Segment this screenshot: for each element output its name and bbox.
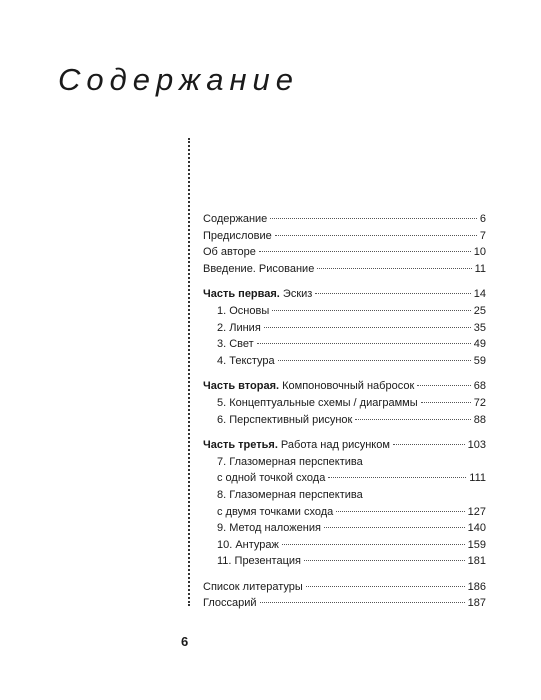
table-of-contents — [203, 211, 486, 612]
toc-entry-label: 10. Антураж — [217, 538, 279, 551]
toc-entry-label: 4. Текстура — [217, 354, 275, 367]
dot-leader — [282, 544, 465, 545]
part-heading: Часть вторая. — [203, 380, 280, 393]
toc-entry-label: Предисловие — [203, 229, 272, 242]
dot-leader — [278, 360, 471, 361]
toc-chapter-entry-continued[interactable] — [203, 470, 486, 487]
toc-entry-label — [203, 437, 390, 454]
dot-leader — [260, 602, 465, 603]
toc-entry-label: 2. Линия — [217, 321, 261, 334]
dot-leader — [315, 293, 470, 294]
dot-leader — [306, 586, 465, 587]
toc-part-entry[interactable] — [203, 378, 486, 395]
toc-entry-label: с двумя точками схода — [217, 505, 334, 518]
page-number: 6 — [181, 634, 189, 649]
toc-entry-page: 49 — [473, 338, 486, 351]
toc-entry[interactable] — [203, 595, 486, 612]
toc-entry-page: 7 — [479, 229, 486, 242]
toc-entry-page: 72 — [473, 396, 486, 409]
toc-entry-label: 1. Основы — [217, 304, 270, 317]
toc-chapter-entry[interactable] — [203, 412, 486, 429]
toc-entry-label: с одной точкой схода — [217, 472, 326, 485]
toc-entry-label: Введение. Рисование — [203, 262, 315, 275]
toc-entry-page: 11 — [474, 262, 486, 275]
part-title: Эскиз — [279, 288, 313, 301]
toc-entry-page: 10 — [473, 246, 486, 259]
dot-leader — [336, 511, 464, 512]
toc-entry-label: 7. Глазомерная перспектива — [217, 455, 363, 468]
toc-part-entry[interactable] — [203, 286, 486, 303]
toc-chapter-entry[interactable] — [203, 353, 486, 370]
toc-entry-page: 127 — [467, 505, 486, 518]
toc-entry-page: 68 — [473, 380, 486, 393]
dot-leader — [259, 251, 471, 252]
toc-entry[interactable] — [203, 261, 486, 278]
toc-entry[interactable] — [203, 228, 486, 245]
dotted-divider — [188, 138, 190, 606]
toc-entry-page: 35 — [473, 321, 486, 334]
toc-entry-page: 14 — [473, 288, 486, 301]
toc-chapter-entry[interactable] — [203, 537, 486, 554]
toc-entry-label: 8. Глазомерная перспектива — [217, 488, 363, 501]
toc-entry-label: 3. Свет — [217, 338, 254, 351]
dot-leader — [328, 477, 466, 478]
toc-entry-page: 59 — [473, 354, 486, 367]
toc-entry[interactable] — [203, 244, 486, 261]
toc-entry-page: 103 — [467, 439, 486, 452]
toc-entry[interactable] — [203, 211, 486, 228]
dot-leader — [257, 343, 471, 344]
toc-chapter-entry[interactable] — [203, 553, 486, 570]
part-title: Компоновочный набросок — [279, 380, 415, 393]
dot-leader — [264, 327, 471, 328]
toc-entry-label: Глоссарий — [203, 597, 257, 610]
toc-entry-label: 9. Метод наложения — [217, 522, 321, 535]
toc-entry-label: Об авторе — [203, 246, 256, 259]
toc-chapter-entry[interactable] — [203, 487, 486, 504]
dot-leader — [317, 268, 471, 269]
dot-leader — [275, 235, 477, 236]
toc-entry-page: 181 — [467, 555, 486, 568]
dot-leader — [324, 527, 465, 528]
toc-chapter-entry[interactable] — [203, 395, 486, 412]
toc-chapter-entry[interactable] — [203, 454, 486, 471]
part-heading: Часть первая. — [203, 288, 280, 301]
toc-chapter-entry[interactable] — [203, 520, 486, 537]
toc-entry-page: 186 — [467, 580, 486, 593]
toc-entry-page: 140 — [467, 522, 486, 535]
toc-entry-page: 159 — [467, 538, 486, 551]
toc-chapter-entry-continued[interactable] — [203, 504, 486, 521]
toc-chapter-entry[interactable] — [203, 303, 486, 320]
toc-entry-page: 111 — [469, 472, 486, 485]
toc-entry[interactable] — [203, 579, 486, 596]
dot-leader — [355, 419, 470, 420]
toc-entry-label: Содержание — [203, 213, 268, 225]
toc-entry-label: Список литературы — [203, 580, 303, 593]
toc-entry-label: 11. Презентация — [217, 555, 301, 568]
toc-entry-page: 88 — [473, 413, 486, 426]
toc-entry-label — [203, 286, 312, 303]
toc-chapter-entry[interactable] — [203, 320, 486, 337]
dot-leader — [270, 218, 477, 219]
toc-chapter-entry[interactable] — [203, 336, 486, 353]
toc-entry-page: 187 — [467, 597, 486, 610]
part-heading: Часть третья. — [203, 439, 278, 452]
toc-entry-page: 6 — [479, 213, 486, 225]
toc-part-entry[interactable] — [203, 437, 486, 454]
dot-leader — [417, 385, 470, 386]
toc-entry-label: 6. Перспективный рисунок — [217, 413, 353, 426]
dot-leader — [421, 402, 471, 403]
page-title: Содержание — [58, 62, 300, 97]
part-title: Работа над рисунком — [277, 439, 390, 452]
dot-leader — [272, 310, 471, 311]
toc-entry-page: 25 — [473, 304, 486, 317]
dot-leader — [304, 560, 465, 561]
dot-leader — [393, 444, 465, 445]
toc-entry-label — [203, 378, 414, 395]
toc-entry-label: 5. Концептуальные схемы / диаграммы — [217, 396, 418, 409]
